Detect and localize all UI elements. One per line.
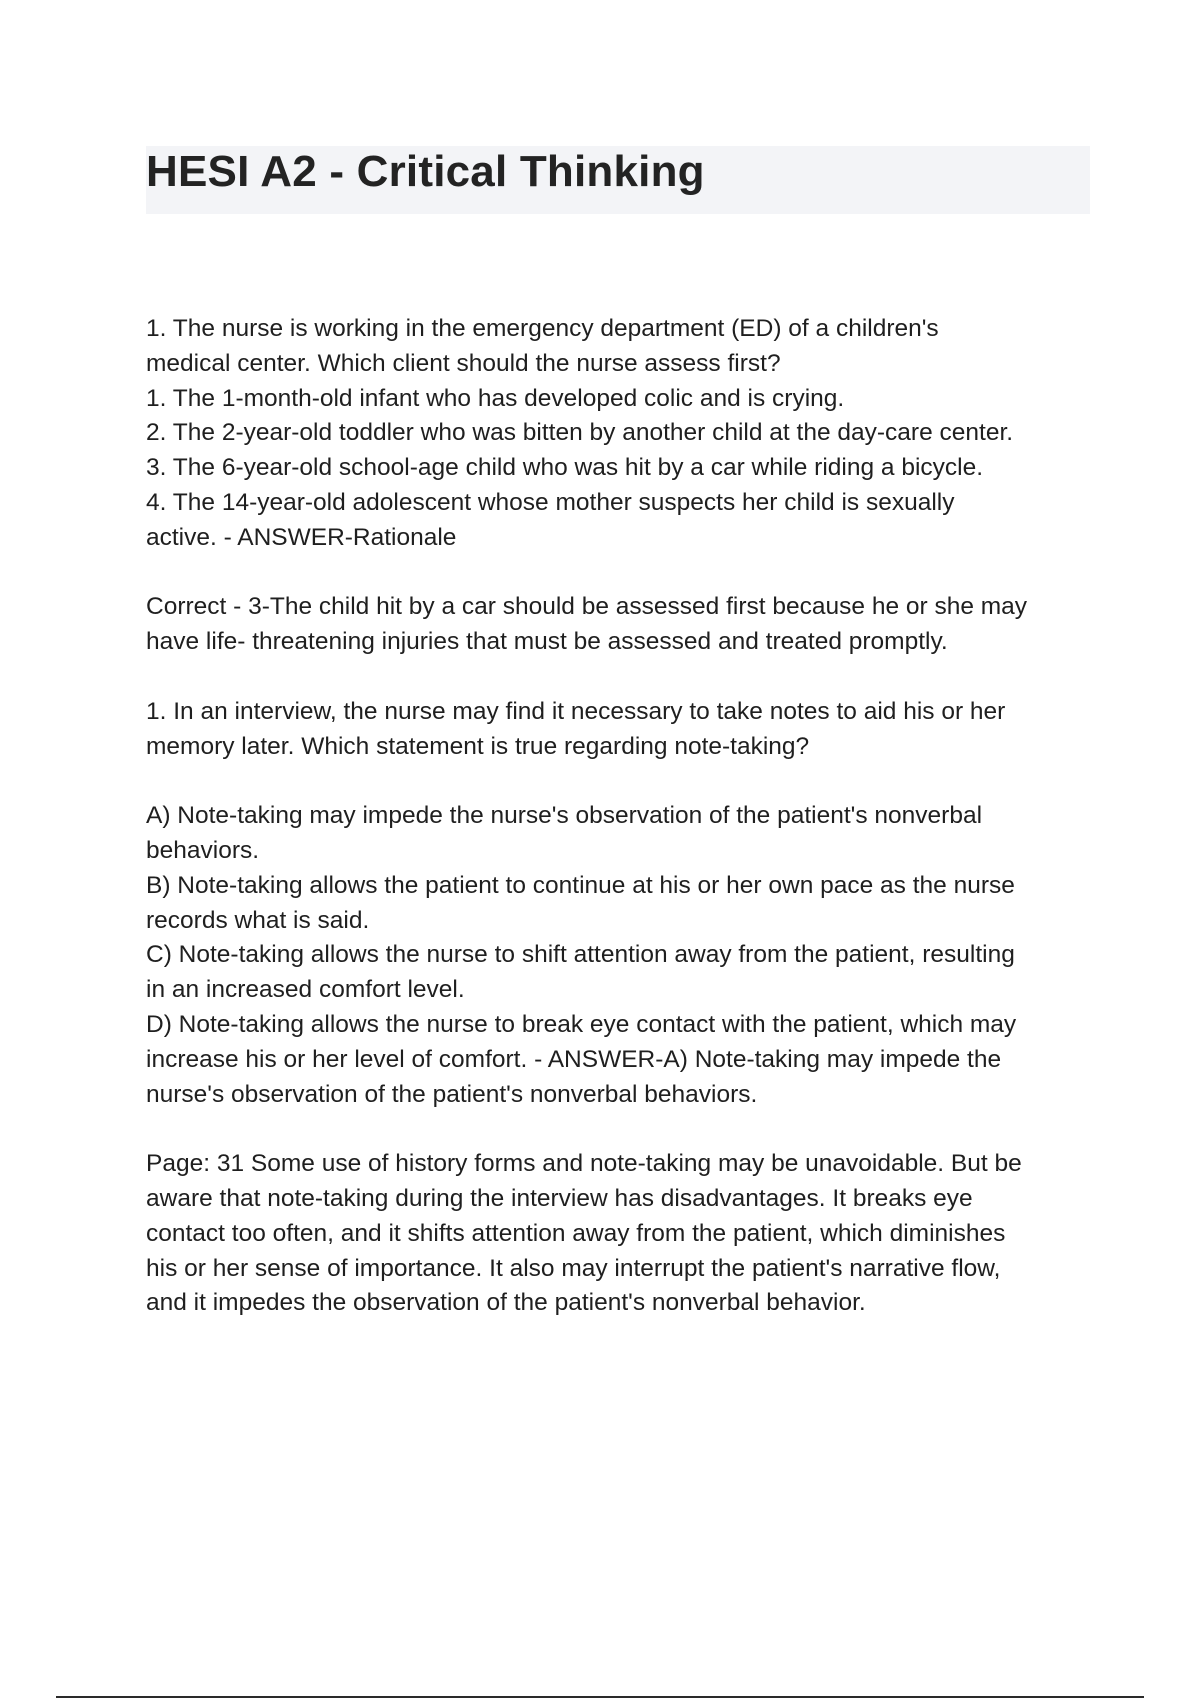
question-2-option: C) Note-taking allows the nurse to shift attention away from the patient, resulting [146,941,1015,969]
rationale-line: aware that note-taking during the interview has disadvantages. It breaks eye [146,1184,973,1212]
question-2-option: A) Note-taking may impede the nurse's observation of the patient's nonverbal [146,802,983,830]
rationale-line: his or her sense of importance. It also may interrupt the patient's narrative flow, [146,1254,1001,1282]
rationale-line: Page: 31 Some use of history forms and note-taking may be unavoidable. But be [146,1150,1022,1178]
rationale-line: Correct - 3-The child hit by a car should be assessed first because he or she may [146,593,1028,621]
question-2-answer: increase his or her level of comfort. - ANSWER-A) Note-taking may impede the [146,1045,1002,1073]
paragraph-gap [146,1112,1096,1147]
question-2-stem [146,695,1096,765]
question-2-option: in an increased comfort level. [146,976,465,1004]
question-1-rationale [146,590,1096,660]
question-1-stem-line: 1. The nurse is working in the emergency department (ED) of a children's [146,315,939,342]
question-2-stem-line: memory later. Which statement is true regarding note-taking? [146,732,810,760]
question-1-answer-label: active. - ANSWER-Rationale [146,523,457,551]
page-title: HESI A2 - Critical Thinking [146,147,705,196]
rationale-line: contact too often, and it shifts attention away from the patient, which diminishes [146,1219,1006,1247]
title-banner [146,146,1090,214]
question-2-options [146,799,1096,1112]
question-2-option: D) Note-taking allows the nurse to break eye contact with the patient, which may [146,1010,1017,1038]
question-2-option: records what is said. [146,906,370,934]
paragraph-gap [146,764,1096,799]
question-1-option: 4. The 14-year-old adolescent whose mother suspects her child is sexually [146,488,955,516]
question-2-option: B) Note-taking allows the patient to continue at his or her own pace as the nurse [146,871,1015,899]
question-2-stem-line: 1. In an interview, the nurse may find it necessary to take notes to aid his or her [146,697,1006,725]
question-2-rationale [146,1147,1096,1321]
rationale-line: have life- threatening injuries that must be assessed and treated promptly. [146,628,948,656]
paragraph-gap [146,556,1096,591]
question-2-option: behaviors. [146,836,260,864]
footer-divider [56,1696,1144,1698]
rationale-line: and it impedes the observation of the patient's nonverbal behavior. [146,1289,866,1317]
question-1-option: 3. The 6-year-old school-age child who was hit by a car while riding a bicycle. [146,454,984,482]
question-1-option: 2. The 2-year-old toddler who was bitten by another child at the day-care center. [146,419,1014,447]
question-1-option: 1. The 1-month-old infant who has developed colic and is crying. [146,384,845,412]
paragraph-gap [146,660,1096,695]
question-1 [146,312,1096,556]
question-1-stem-line: medical center. Which client should the nurse assess first? [146,349,781,377]
document-body [146,312,1096,1321]
question-2-answer: nurse's observation of the patient's nonverbal behaviors. [146,1080,758,1108]
